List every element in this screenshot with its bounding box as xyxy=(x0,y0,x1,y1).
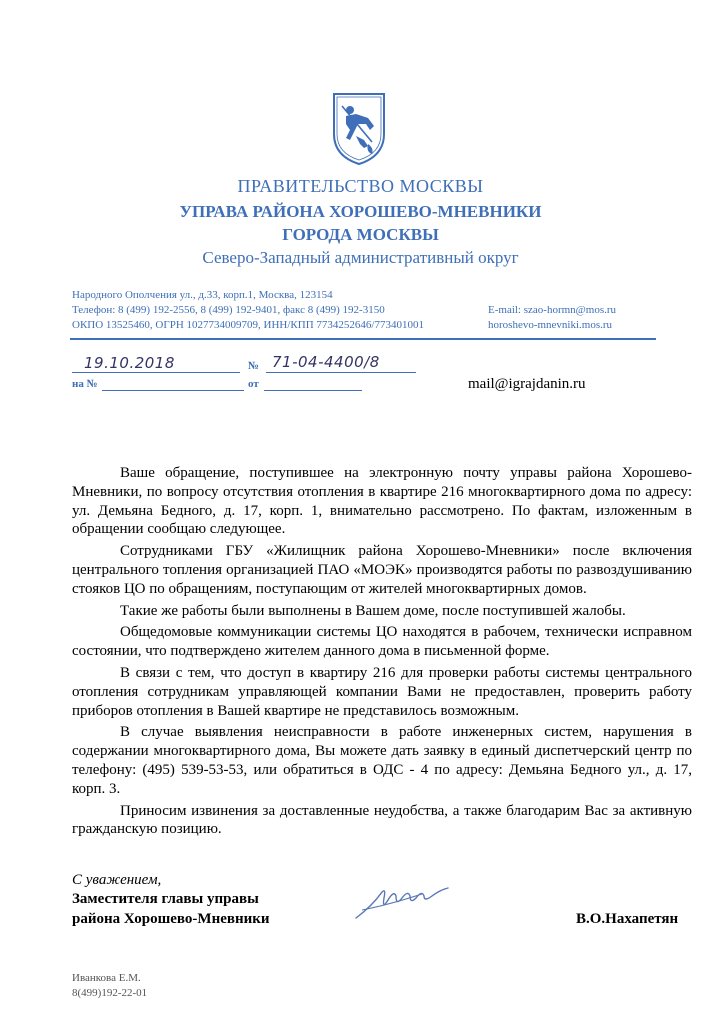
number-label: № xyxy=(248,360,260,372)
reference-date-label: от xyxy=(248,378,259,390)
office-address: Народного Ополчения ул., д.33, корп.1, Москва, 123154 xyxy=(72,289,333,301)
outgoing-number: 71-04-4400/8 xyxy=(272,353,380,371)
moscow-coat-of-arms-icon xyxy=(328,88,390,168)
government-title: ПРАВИТЕЛЬСТВО МОСКВЫ xyxy=(237,176,484,196)
contact-block-right xyxy=(488,303,616,333)
letter-body xyxy=(72,464,692,842)
body-paragraph: Приносим извинения за доставленные неудобства, а также благодарим Вас за активную гражданскую позицию. xyxy=(72,802,692,838)
body-paragraph: Такие же работы были выполнены в Вашем доме, после поступившей жалобы. xyxy=(120,602,626,619)
office-phones: Телефон: 8 (499) 192-2556, 8 (499) 192-9401, факс 8 (499) 192-3150 xyxy=(72,304,385,316)
office-website: horoshevo-mnevniki.mos.ru xyxy=(488,319,613,331)
handwritten-signature-icon xyxy=(352,880,452,922)
closing-phrase: С уважением, xyxy=(72,872,162,888)
reference-date-underline xyxy=(264,390,362,391)
contact-block-left xyxy=(72,288,424,333)
number-underline xyxy=(266,372,416,373)
office-email: E-mail: szao-hormn@mos.ru xyxy=(488,304,617,316)
body-paragraph: Сотрудниками ГБУ «Жилищник района Хорошево-Мневники» после включения центрального топления организацией ПАО «МОЭК» производятся работы по развоздушиванию стояков ЦО по обращениям, поступающим от жителей многоквартирных домов. xyxy=(72,543,692,597)
reference-number-label: на № xyxy=(72,378,98,390)
body-paragraph: В связи с тем, что доступ в квартиру 216 для проверки работы системы центрального отопления сотрудникам управляющей компании Вами не предоставлен, проверить работу приборов отопления в Вашей квартире не представилось возможным. xyxy=(72,664,692,719)
outgoing-date: 19.10.2018 xyxy=(84,354,175,372)
signer-role-line1: Заместителя главы управы xyxy=(72,891,259,907)
body-paragraph: Общедомовые коммуникации системы ЦО находятся в рабочем, технически исправном состоянии, что подтверждено жителем данного дома в письменной форме. xyxy=(72,624,692,660)
office-codes: ОКПО 13525460, ОГРН 1027734009709, ИНН/КПП 7734252646/773401001 xyxy=(72,319,424,331)
uprava-title: УПРАВА РАЙОНА ХОРОШЕВО-МНЕВНИКИ xyxy=(179,202,542,221)
header-divider xyxy=(70,338,656,340)
date-underline xyxy=(72,372,240,373)
body-paragraph: Ваше обращение, поступившее на электронную почту управы района Хорошево-Мневники, по вопросу отсутствия отопления в квартире 216 многоквартирного дома по адресу: ул. Демьяна Бедного, д. 17, корп. 1, внимательно рассмотрено. По фактам, изложенным в обращении сообщаю следующее. xyxy=(72,465,692,538)
addressee-email: mail@igrajdanin.ru xyxy=(468,376,586,392)
reference-number-underline xyxy=(102,390,244,391)
uprava-city: ГОРОДА МОСКВЫ xyxy=(282,225,439,244)
executor-phone: 8(499)192-22-01 xyxy=(72,987,148,999)
signer-role-line2: района Хорошево-Мневники xyxy=(72,911,270,927)
executor-name: Иванкова Е.М. xyxy=(72,972,141,984)
signer-name: В.О.Нахапетян xyxy=(576,911,679,927)
body-paragraph: В случае выявления неисправности в работе инженерных систем, нарушения в содержании многоквартирного дома, Вы можете дать заявку в единый диспетчерский центр по телефону: (495) 539-53-53, или обратиться в ОДС - 4 по адресу: Демьяна Бедного ул., д. 17, корп. 3. xyxy=(72,724,692,797)
okrug-title: Северо-Западный административный округ xyxy=(202,248,519,267)
